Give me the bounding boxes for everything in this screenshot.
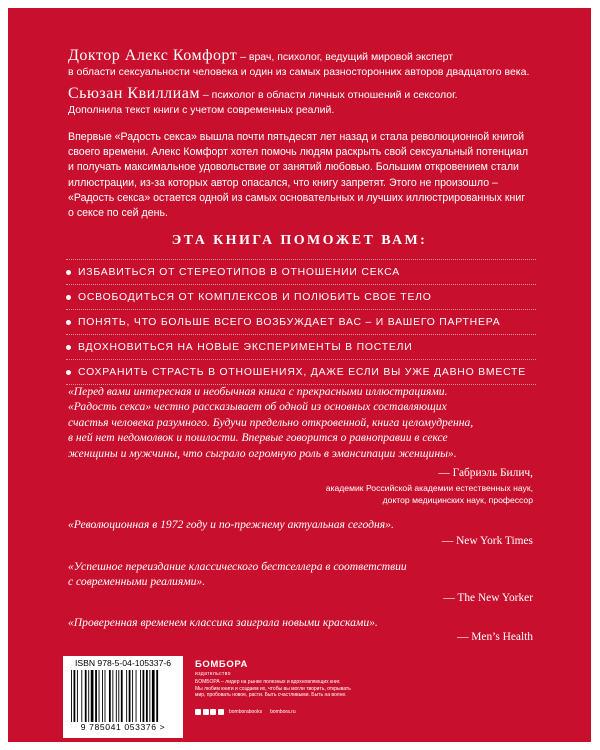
quote-attribution: — Men’s Health xyxy=(457,631,533,643)
quote-line: «Успешное переиздание классического бестселлера в соответствии xyxy=(68,560,407,573)
barcode-bar xyxy=(109,670,111,722)
barcode-bar xyxy=(136,670,137,722)
benefit-item xyxy=(66,334,536,359)
barcode-bar xyxy=(132,670,133,722)
barcode-bar xyxy=(112,670,113,722)
bullet-icon xyxy=(66,345,71,350)
barcode-bar xyxy=(140,670,141,722)
blurb-line: мир, пробовать новое, расти. Быть счастливыми. Быть на волне. xyxy=(195,692,347,698)
quote-attribution: — The New Yorker xyxy=(443,592,533,604)
bullet-icon xyxy=(66,320,71,325)
author-description: Дополнила текст книги с учетом современных реалий. xyxy=(68,104,335,116)
benefit-text: ОСВОБОДИТЬСЯ ОТ КОМПЛЕКСОВ И ПОЛЮБИТЬ СВОЕ ТЕЛО xyxy=(78,291,432,303)
blurb-line: БОМБОРА – лидер на рынке полезных и вдохновляющих книг. xyxy=(195,679,341,685)
barcode-bar xyxy=(146,670,148,722)
benefit-text: ИЗБАВИТЬСЯ ОТ СТЕРЕОТИПОВ В ОТНОШЕНИИ СЕКСА xyxy=(78,266,400,278)
social-icon xyxy=(203,709,209,715)
barcode-bar xyxy=(91,670,94,722)
benefit-item xyxy=(66,359,536,385)
intro-line: своего времени. Алекс Комфорт хотел помочь людям раскрыть свой сексуальный потенциал xyxy=(68,146,529,159)
barcode-bar xyxy=(118,670,119,722)
back-cover xyxy=(8,8,591,742)
author-description: в области сексуальности человека и один из самых разносторонних авторов двадцатого века. xyxy=(68,66,530,78)
quote-line: счастья человека разумного. Будучи предельно откровенной, книга целомудренна, xyxy=(68,415,474,429)
barcode-bar xyxy=(152,670,155,722)
author-role: – психолог в области личных отношений и сексолог. xyxy=(199,89,458,101)
barcode-bar xyxy=(143,670,145,722)
social-icon xyxy=(218,709,224,715)
social-handle: bomborabooks xyxy=(229,709,263,715)
author-name: Доктор Алекс Комфорт xyxy=(68,47,238,64)
intro-line: иллюстрации, из-за которых автор опасался, что книгу запретят. Этого не произошло – xyxy=(68,176,498,189)
barcode-bar xyxy=(71,670,72,722)
quote-line: «Проверенная временем классика заиграла новыми красками». xyxy=(68,616,378,629)
quote-line: «Революционная в 1972 году и по-прежнему актуальная сегодня». xyxy=(68,518,394,531)
barcode-bar xyxy=(85,670,87,722)
review-quote-mens-health xyxy=(68,615,538,630)
barcode-bar xyxy=(77,670,78,722)
blurb-line: Мы любим книги и создаем их, чтобы вы могли творить, открывать xyxy=(195,685,351,692)
barcode-bar xyxy=(116,670,117,722)
barcode-bar xyxy=(99,670,100,722)
benefit-item xyxy=(66,259,536,284)
quote-attribution: — Габриэль Билич, xyxy=(438,467,533,479)
publisher-subtitle: издательство xyxy=(195,671,231,677)
barcode-bar xyxy=(121,670,123,722)
benefit-text: ПОНЯТЬ, ЧТО БОЛЬШЕ ВСЕГО ВОЗБУЖДАЕТ ВАС – И ВАШЕГО ПАРТНЕРА xyxy=(78,316,501,328)
attribution-credentials: академик Российской академии естественных наук, xyxy=(325,483,533,493)
quote-line: «Радость секса» честно рассказывает об одной из основных составляющих xyxy=(68,400,447,414)
benefit-text: ВДОХНОВИТЬСЯ НА НОВЫЕ ЭКСПЕРИМЕНТЫ В ПОСТЕЛИ xyxy=(78,341,413,353)
intro-line: о сексе по сей день. xyxy=(68,207,168,220)
quote-attribution: — New York Times xyxy=(441,535,533,547)
benefit-text: СОХРАНИТЬ СТРАСТЬ В ОТНОШЕНИЯХ, ДАЖЕ ЕСЛИ ВЫ УЖЕ ДАВНО ВМЕСТЕ xyxy=(78,366,526,378)
barcode-bar xyxy=(74,670,76,722)
review-quote-nyt xyxy=(68,517,538,532)
publisher-logo: БОМБОРА xyxy=(195,659,248,670)
publisher-site: bombora.ru xyxy=(270,709,296,715)
quote-line: с современными реалиями». xyxy=(68,575,206,589)
barcode-bar xyxy=(88,670,89,722)
benefit-item xyxy=(66,309,536,334)
barcode-bar xyxy=(129,670,131,722)
publisher-blurb xyxy=(195,679,375,699)
benefits-list xyxy=(66,259,536,385)
barcode xyxy=(63,656,183,738)
benefits-heading: ЭТА КНИГА ПОМОЖЕТ ВАМ: xyxy=(171,233,428,248)
attribution-credentials: доктор медицинских наук, профессор xyxy=(382,495,533,505)
author-role: – врач, психолог, ведущий мировой эксперт xyxy=(237,51,454,63)
bullet-icon xyxy=(66,270,71,275)
quote-line: женщины и мужчины, что сыграло огромную роль в эмансипации женщины». xyxy=(68,446,457,460)
intro-line: Впервые «Радость секса» вышла почти пятьдесят лет назад и стала революционной книгой xyxy=(68,131,525,143)
intro-line: и получать максимальное удовольствие от занятий любовью. Большим откровением стали xyxy=(68,161,519,174)
barcode-number: 9 785041 053376 > xyxy=(80,722,166,732)
review-quote-new-yorker xyxy=(68,559,538,590)
author-bio-quilliam xyxy=(68,86,548,118)
intro-line: «Радость секса» остается одной из самых основательных и лучших иллюстрированных книг xyxy=(68,191,526,204)
quote-line: «Перед вами интересная и необычная книга с прекрасными иллюстрациями. xyxy=(68,385,448,398)
author-bio-comfort xyxy=(68,48,548,80)
bullet-icon xyxy=(66,370,71,375)
author-name: Сьюзан Квиллиам xyxy=(68,85,200,102)
social-icon xyxy=(195,709,201,715)
quote-line: в ней нет недомолвок и пошлости. Впервые говорится о равноправии в сексе xyxy=(68,431,448,445)
barcode-bar xyxy=(156,670,158,722)
barcode-bar xyxy=(105,670,106,722)
barcode-bar xyxy=(81,670,82,722)
isbn-label: ISBN 978-5-04-105337-6 xyxy=(74,658,172,668)
social-icon xyxy=(210,709,216,715)
barcode-bar xyxy=(102,670,103,722)
bullet-icon xyxy=(66,295,71,300)
intro-paragraph xyxy=(68,130,534,221)
benefit-item xyxy=(66,284,536,309)
barcode-bars xyxy=(69,670,177,722)
barcode-bar xyxy=(149,670,150,722)
review-quote-bilich xyxy=(68,384,538,461)
barcode-bar xyxy=(126,670,127,722)
barcode-bar xyxy=(95,670,97,722)
publisher-social xyxy=(195,709,296,715)
